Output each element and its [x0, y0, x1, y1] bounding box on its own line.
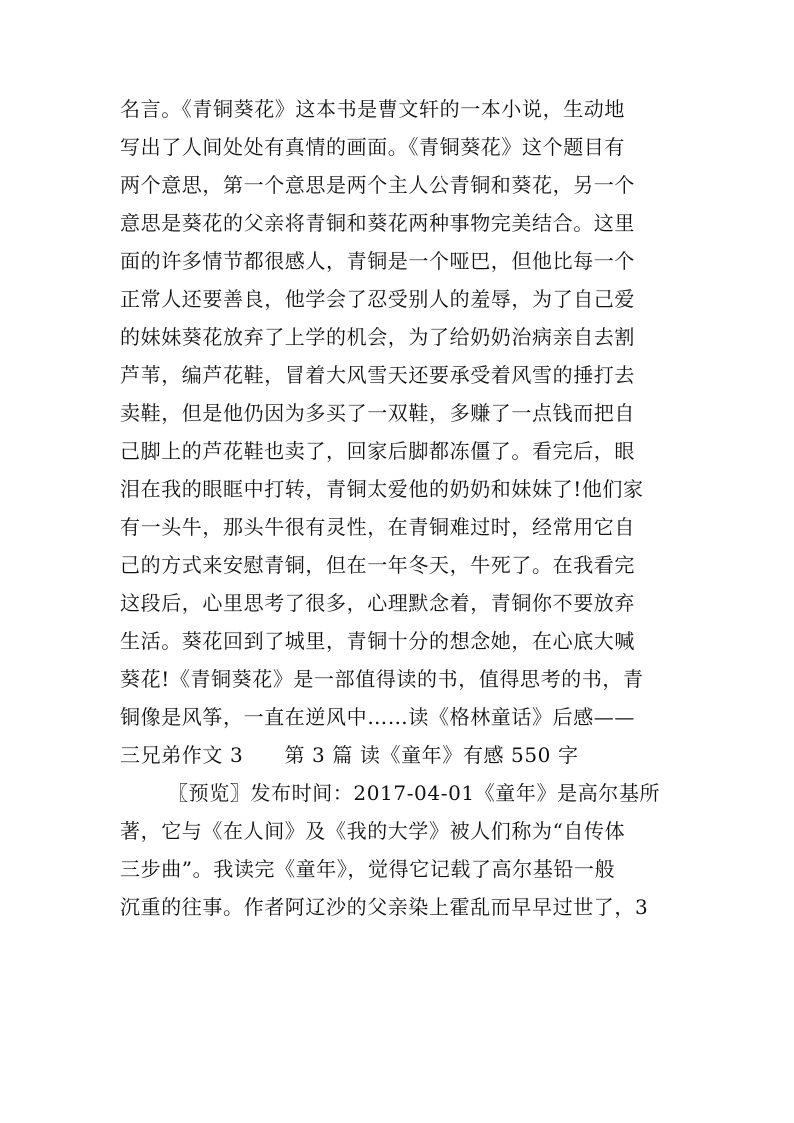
text-line: 卖鞋，但是他仍因为多买了一双鞋，多赚了一点钱而把自: [120, 401, 635, 425]
text-line: 己脚上的芦花鞋也卖了，回家后脚都冻僵了。看完后，眼: [120, 439, 635, 463]
text-line: 有一头牛，那头牛很有灵性，在青铜难过时，经常用它自: [120, 515, 635, 539]
text-line: 泪在我的眼眶中打转，青铜太爱他的奶奶和妹妹了!他们家: [120, 477, 644, 501]
text-line: 生活。葵花回到了城里，青铜十分的想念她，在心底大喊: [120, 629, 635, 653]
text-line: 葵花!《青铜葵花》是一部值得读的书，值得思考的书，青: [120, 667, 644, 691]
text-line: 名言。《青铜葵花》这本书是曹文轩的一本小说，生动地: [120, 97, 625, 121]
body-text: [120, 90, 680, 926]
text-line: 两个意思，第一个意思是两个主人公青铜和葵花，另一个: [120, 173, 635, 197]
text-line: 三步曲”。我读完《童年》，觉得它记载了高尔基铅一般: [120, 857, 616, 881]
text-line: 写出了人间处处有真情的画面。《青铜葵花》这个题目有: [120, 135, 625, 159]
text-line: 面的许多情节都很感人，青铜是一个哑巴，但他比每一个: [120, 249, 635, 273]
text-line: 著，它与《在人间》及《我的大学》被人们称为“自传体: [120, 819, 626, 843]
text-line: 己的方式来安慰青铜，但在一年冬天，牛死了。在我看完: [120, 553, 635, 577]
text-line: 的妹妹葵花放弃了上学的机会，为了给奶奶治病亲自去割: [120, 325, 635, 349]
text-line: 芦苇，编芦花鞋，冒着大风雪天还要承受着风雪的捶打去: [120, 363, 635, 387]
text-line: 这段后，心里思考了很多，心理默念着，青铜你不要放弃: [120, 591, 635, 615]
text-line: 正常人还要善良，他学会了忍受别人的羞辱，为了自己爱: [120, 287, 635, 311]
text-line: 沉重的往事。作者阿辽沙的父亲染上霍乱而早早过世了，3: [120, 895, 649, 919]
paragraph-first-line: 〖预览〗发布时间：2017-04-01《童年》是高尔基所: [168, 781, 661, 805]
text-line: 意思是葵花的父亲将青铜和葵花两种事物完美结合。这里: [120, 211, 635, 235]
text-line: 铜像是风筝，一直在逆风中……读《格林童话》后感——: [120, 705, 635, 729]
text-line: 三兄弟作文 3 第 3 篇 读《童年》有感 550 字: [120, 743, 579, 767]
